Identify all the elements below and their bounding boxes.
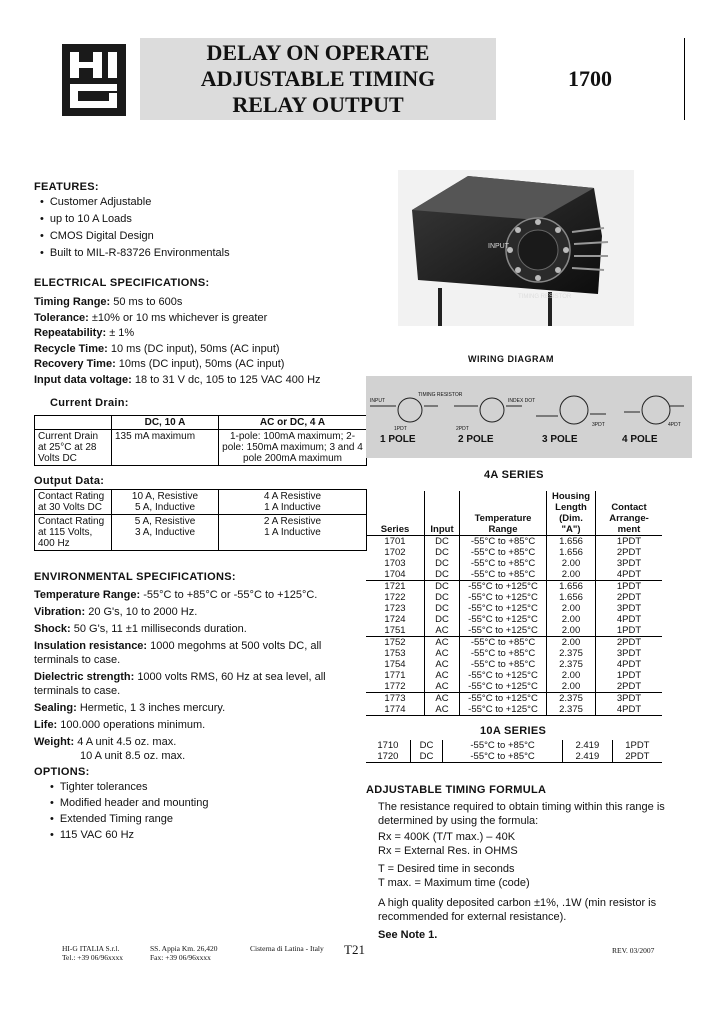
table-header: Temperature Range [460,491,547,536]
formula-line: Rx = External Res. in OHMS [378,845,518,857]
table-cell: 1710 [377,740,399,751]
table-cell: AC [425,693,460,705]
formula-heading: ADJUSTABLE TIMING FORMULA [366,784,547,796]
env-line [34,718,364,732]
electrical-specs [34,295,321,388]
table-cell: -55°C to +85°C [460,558,547,569]
footer-fax: Fax: +39 06/96xxxx [150,953,211,962]
table-cell [219,490,367,515]
formula-line: T = Desired time in seconds [378,863,515,875]
rating-line: 2 A Resistive [263,516,322,527]
footer-address [150,944,218,962]
table-cell: 1754 [384,659,406,670]
table-cell: 1704 [366,569,425,581]
features-list [40,194,230,262]
options-list [50,779,208,843]
table-cell: -55°C to +125°C [460,581,547,593]
table-cell: -55°C to +125°C [460,603,547,614]
environmental-heading: ENVIRONMENTAL SPECIFICATIONS: [34,571,236,583]
table-cell: 2.00 [547,614,596,625]
table-cell: -55°C to +125°C [460,670,547,681]
table-cell: 2.419 [563,740,613,751]
table-row [366,704,662,716]
option-item: • 115 VAC 60 Hz [50,827,208,843]
table-row [366,614,662,625]
option-item: • Extended Timing range [50,811,208,827]
rating-line: 1 A Inductive [264,527,321,538]
env-value: 50 G's, 11 ±1 milliseconds duration. [73,623,247,635]
see-note: See Note 1. [378,929,438,941]
footer-city: Cisterna di Latina - Italy [250,944,324,953]
table-cell: 1PDT [596,581,663,593]
table-cell: 3PDT [596,603,663,614]
table-row [366,637,662,649]
feature-item: • Built to MIL-R-83726 Environmentals [40,245,230,262]
model-number: 1700 [496,38,685,120]
table-cell: 1701 [384,536,406,547]
spec-value: ±10% or 10 ms whichever is greater [91,311,268,324]
table-cell: -55°C to +85°C [460,637,547,649]
options-heading: OPTIONS: [34,766,90,778]
table-cell: 2.00 [547,603,596,614]
spec-line [34,295,321,311]
relay-photo [398,170,634,326]
formula-line: T max. = Maximum time (code) [378,877,530,889]
table-header: Housing Length (Dim. "A") [547,491,596,536]
table-header: Series [366,491,425,536]
table-cell: 1702 [384,547,406,558]
relay-illustration [398,170,634,326]
formula-line: Rx = 400K (T/T max.) – 40K [378,831,516,843]
table-header: DC, 10 A [112,416,219,430]
table-cell: -55°C to +85°C [443,740,563,751]
table-cell: 2.00 [547,569,596,581]
table-row [366,603,662,614]
spec-line [34,373,321,389]
table-cell: DC [425,614,460,625]
env-line [34,670,364,698]
table-cell: AC [425,648,460,659]
table-cell: 1PDT [596,536,663,548]
electrical-heading: ELECTRICAL SPECIFICATIONS: [34,277,210,289]
series-10a-table [366,740,662,763]
table-row [366,659,662,670]
wiring-tag: INPUT [370,398,385,404]
table-header: Input [425,491,460,536]
formula-note: A high quality deposited carbon ±1%, .1W (min resistor is recommended for external resistance). [378,897,657,923]
table-cell: -55°C to +85°C [460,547,547,558]
wiring-diagram [366,376,692,458]
table-cell: 2PDT [596,592,663,603]
formula-block [378,800,698,942]
table-cell: AC [425,637,460,649]
spec-value: 10 ms (DC input), 50ms (AC input) [110,342,280,355]
table-cell: 4PDT [596,659,663,670]
table-cell: 1771 [384,670,406,681]
table-cell: DC [425,558,460,569]
rating-line: 1 A Inductive [264,502,321,513]
table-cell: 2.375 [547,693,596,705]
table-row [366,536,662,548]
table-cell: 1PDT [596,625,663,637]
table-cell: 2.419 [563,751,613,763]
table-cell: 1772 [366,681,425,693]
env-label: Insulation resistance: [34,640,148,652]
table-cell: 4PDT [596,704,663,716]
table-cell: DC [425,569,460,581]
title-line-1: DELAY ON OPERATE [206,40,430,65]
spec-label: Repeatability: [34,327,107,339]
feature-item: • CMOS Digital Design [40,228,230,245]
spec-label: Tolerance: [34,311,89,324]
spec-line [34,326,321,342]
env-value: 1000 volts RMS, 60 Hz at sea level, all terminals to case. [34,671,326,697]
table-cell: DC [425,592,460,603]
env-value: Hermetic, 1 3 inches mercury. [79,702,226,714]
table-cell: -55°C to +85°C [460,659,547,670]
document-title [140,38,496,120]
table-cell: -55°C to +125°C [460,625,547,637]
env-value: 4 A unit 4.5 oz. max. [77,736,177,748]
pole-label: 2 POLE [458,434,494,445]
weight-line-2: 10 A unit 8.5 oz. max. [80,750,186,762]
spec-line [34,357,321,373]
table-cell: DC [425,536,460,548]
table-row [366,558,662,569]
title-line-2: ADJUSTABLE TIMING [200,66,436,91]
env-line [34,701,364,715]
table-cell: 2PDT [612,751,662,763]
current-drain-title: Current Drain: [50,397,129,409]
table-cell: DC [410,740,442,751]
table-row [366,751,662,763]
table-cell [112,515,219,551]
wiring-illustration [366,376,692,458]
page-number: T21 [344,942,365,957]
table-cell: -55°C to +125°C [460,592,547,603]
pole-label: 4 POLE [622,434,658,445]
spec-line [34,311,321,327]
series-4a-title: 4A SERIES [484,469,544,481]
table-row [366,681,662,693]
pole-label: 3 POLE [542,434,578,445]
table-cell: 2.00 [547,681,596,693]
feature-item: • Customer Adjustable [40,194,230,211]
table-cell: 1722 [384,592,406,603]
table-cell: 1720 [366,751,410,763]
rating-line: 4 A Resistive [263,491,322,502]
table-cell: -55°C to +125°C [460,704,547,716]
env-line [34,588,364,602]
table-cell: AC [425,670,460,681]
table-cell: 1724 [384,614,406,625]
pole-label: 1 POLE [380,434,416,445]
table-cell: 1.656 [547,592,596,603]
table-cell: AC [425,659,460,670]
rating-line: 3 A, Inductive [134,527,196,538]
env-value: 100.000 operations minimum. [60,719,206,731]
photo-label-resistor: TIMING RESISTOR [518,294,572,300]
table-cell: 1774 [366,704,425,716]
table-cell: AC [425,625,460,637]
table-cell: DC [425,603,460,614]
table-header [35,416,112,430]
table-cell: 3PDT [596,558,663,569]
table-cell: -55°C to +125°C [460,614,547,625]
table-cell: 2PDT [596,681,663,693]
table-cell: Current Drain at 25°C at 28 Volts DC [35,430,112,466]
table-cell: 2.00 [547,637,596,649]
spec-value: 18 to 31 V dc, 105 to 125 VAC 400 Hz [134,373,321,386]
env-label: Weight: [34,736,75,748]
wiring-diagram-title: WIRING DIAGRAM [468,354,554,364]
table-cell: 1721 [384,581,406,592]
output-data-table [34,489,367,551]
table-cell: 1PDT [596,670,663,681]
table-cell: 4PDT [596,569,663,581]
table-cell: DC [425,581,460,593]
table-cell: 3PDT [596,693,663,705]
table-row [366,547,662,558]
table-cell: DC [425,547,460,558]
table-row [366,625,662,637]
env-line [34,735,364,749]
spec-value: 50 ms to 600s [113,296,183,308]
table-cell: 4PDT [596,614,663,625]
table-cell: 1PDT [612,740,662,751]
env-line [34,605,364,619]
footer-company [62,944,123,962]
table-cell: 1753 [384,648,406,659]
wiring-tag: 2PDT [456,426,469,432]
table-row [366,740,662,751]
table-row [366,592,662,603]
table-cell: Contact Rating at 30 Volts DC [35,490,112,515]
rating-line: 5 A, Resistive [134,516,196,527]
table-cell: Contact Rating at 115 Volts, 400 Hz [35,515,112,551]
table-cell: AC [425,681,460,693]
table-cell: -55°C to +85°C [460,648,547,659]
spec-value: ± 1% [109,327,135,339]
table-cell: 2.375 [547,704,596,716]
footer-tel: Tel.: +39 06/96xxxx [62,953,123,962]
table-cell: -55°C to +125°C [460,681,547,693]
spec-value: 10ms (DC input), 50ms (AC input) [118,358,285,370]
table-cell: -55°C to +125°C [460,693,547,705]
table-cell: 2PDT [596,547,663,558]
env-label: Life: [34,719,58,731]
company-logo [62,44,126,116]
table-cell: 2.375 [547,648,596,659]
table-row [366,693,662,705]
environmental-specs [34,588,364,763]
env-value: 20 G's, 10 to 2000 Hz. [88,606,198,618]
table-row [366,648,662,659]
spec-line [34,342,321,358]
table-cell: 135 mA maximum [112,430,219,466]
spec-label: Input data voltage: [34,373,132,386]
output-data-title: Output Data: [34,475,105,487]
spec-label: Recovery Time: [34,358,116,370]
photo-label-input: INPUT [488,243,509,250]
table-cell: 2.00 [547,625,596,637]
feature-item: • up to 10 A Loads [40,211,230,228]
table-cell: -55°C to +85°C [443,751,563,763]
env-label: Shock: [34,623,71,635]
wiring-tag: TIMING RESISTOR [418,392,463,398]
option-item: • Modified header and mounting [50,795,208,811]
table-cell: 1.656 [547,547,596,558]
wiring-tag: 4PDT [668,422,681,428]
wiring-tag: 1PDT [394,426,407,432]
table-cell: 2.00 [547,670,596,681]
option-item: • Tighter tolerances [50,779,208,795]
table-cell: -55°C to +85°C [460,536,547,548]
table-row [366,581,662,593]
table-cell: DC [410,751,442,763]
table-cell: 2PDT [596,637,663,649]
table-header: AC or DC, 4 A [219,416,367,430]
env-line [34,622,364,636]
rating-line: 10 A, Resistive [131,491,199,502]
table-cell: 1.656 [547,581,596,593]
table-cell [112,490,219,515]
table-cell: 1773 [384,693,406,704]
table-cell: 1703 [384,558,406,569]
footer-revision: REV. 03/2007 [612,946,655,955]
footer-address-line: SS. Appia Km. 26,420 [150,944,218,953]
spec-label: Recycle Time: [34,342,108,355]
footer-company-name: HI-G ITALIA S.r.l. [62,944,120,953]
table-cell: 2.375 [547,659,596,670]
table-cell: 1723 [384,603,406,614]
env-label: Vibration: [34,606,86,618]
env-label: Sealing: [34,702,77,714]
table-cell: -55°C to +85°C [460,569,547,581]
table-cell: 2.00 [547,558,596,569]
table-cell: AC [425,704,460,716]
env-value: 1000 megohms at 500 volts DC, all terminals to case. [34,640,322,666]
wiring-tag: 3PDT [592,422,605,428]
env-label: Temperature Range: [34,589,141,601]
table-cell: 1752 [384,637,406,648]
table-row [366,670,662,681]
features-heading: FEATURES: [34,181,99,193]
table-cell: 1-pole: 100mA maximum; 2-pole: 150mA maximum; 3 and 4 pole 200mA maximum [219,430,367,466]
series-4a-table [366,491,662,716]
series-10a-title: 10A SERIES [480,725,547,737]
rating-line: 5 A, Inductive [134,502,196,513]
table-row [366,569,662,581]
env-label: Dielectric strength: [34,671,135,683]
spec-label: Timing Range: [34,296,111,308]
table-cell: 3PDT [596,648,663,659]
current-drain-table [34,415,367,466]
formula-intro: The resistance required to obtain timing within this range is determined by using the formula: [378,801,665,827]
env-value: -55°C to +85°C or -55°C to +125°C. [143,589,318,601]
table-cell: 1.656 [547,536,596,548]
wiring-tag: INDEX DOT [508,398,536,404]
env-line [34,639,364,667]
title-line-3: RELAY OUTPUT [232,92,404,117]
table-cell [219,515,367,551]
table-header: Contact Arrange-ment [596,491,663,536]
table-cell: 1751 [366,625,425,637]
